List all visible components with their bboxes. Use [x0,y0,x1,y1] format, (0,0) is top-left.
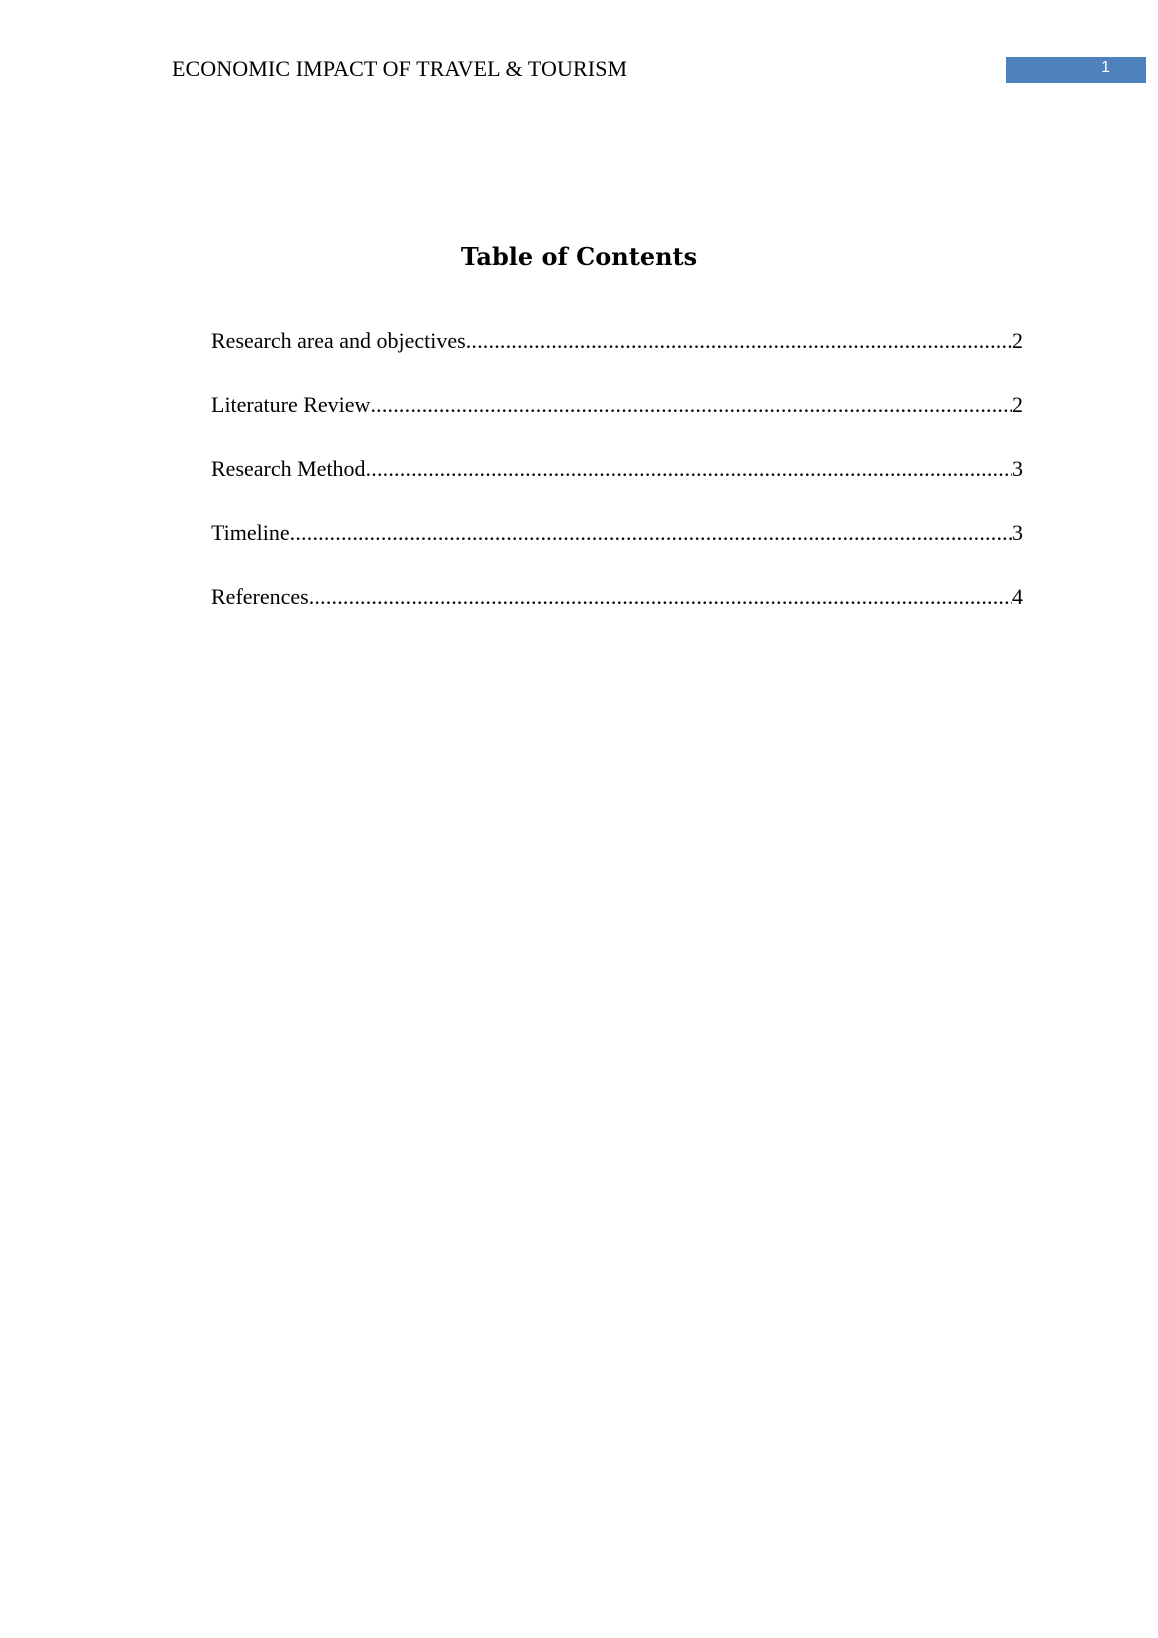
toc-entry-page: 3 [1012,456,1023,481]
toc-entry-research-area[interactable] [211,328,1023,392]
page-number: 1 [1101,59,1110,76]
toc-dot-leader [366,456,1012,482]
page-number-box [1006,57,1146,83]
toc-title: Table of Contents [460,242,698,271]
toc-entry-label: Literature Review [211,392,371,417]
toc-entry-label: Timeline [211,520,290,545]
toc-entry-research-method[interactable] [211,456,1023,520]
toc-list [211,328,1023,648]
toc-dot-leader [370,392,1012,418]
toc-dot-leader [466,328,1012,354]
toc-entry-timeline[interactable] [211,520,1023,584]
toc-entry-references[interactable] [211,584,1023,648]
toc-entry-page: 4 [1012,584,1023,609]
running-header: ECONOMIC IMPACT OF TRAVEL & TOURISM [172,56,628,81]
toc-dot-leader [290,520,1012,546]
toc-entry-label: Research area and objectives [211,328,466,353]
toc-entry-page: 2 [1012,392,1023,417]
toc-dot-leader [309,584,1012,610]
toc-entry-page: 3 [1012,520,1023,545]
toc-entry-label: Research Method [211,456,366,481]
toc-entry-page: 2 [1012,328,1023,353]
toc-entry-label: References [211,584,309,609]
toc-entry-literature-review[interactable] [211,392,1023,456]
